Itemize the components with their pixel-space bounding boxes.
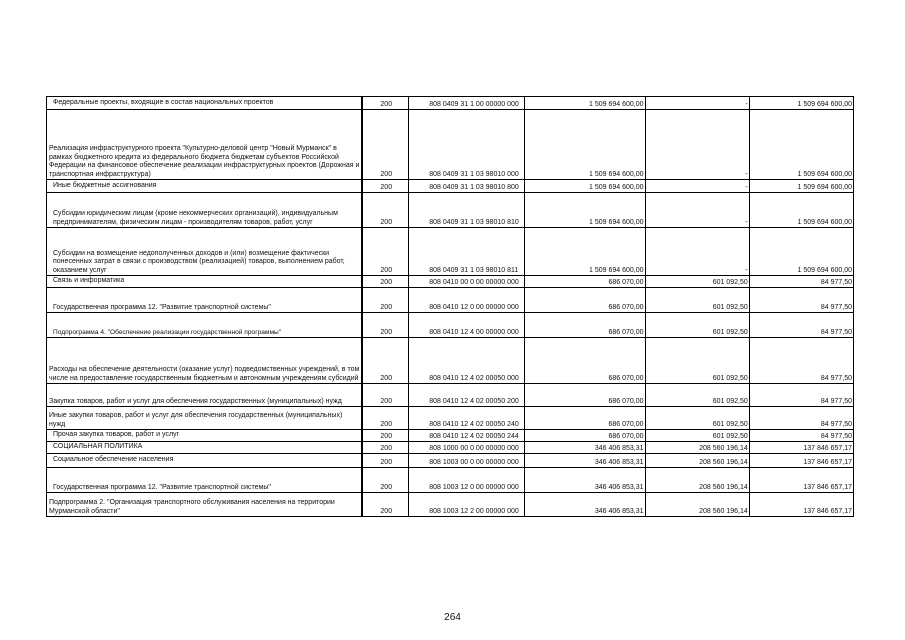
table-row [47,180,854,193]
row-vr: 200 [362,338,408,384]
row-executed: - [645,180,749,193]
row-name: СОЦИАЛЬНАЯ ПОЛИТИКА [47,442,363,454]
row-planned: 686 070,00 [524,384,645,407]
row-executed: 208 560 196,14 [645,454,749,468]
row-executed: - [645,193,749,228]
table-row [47,228,854,276]
row-executed: 601 092,50 [645,313,749,338]
row-remaining: 84 977,50 [749,313,853,338]
row-budget-code: 808 0410 12 0 00 00000 000 [409,288,525,313]
table-row [47,288,854,313]
row-budget-code: 808 0410 12 4 02 00050 240 [409,407,525,430]
row-planned: 686 070,00 [524,407,645,430]
row-budget-code: 808 1003 12 0 00 00000 000 [409,468,525,493]
row-executed: 601 092,50 [645,407,749,430]
table-row [47,493,854,517]
row-executed: 601 092,50 [645,276,749,288]
table-row [47,384,854,407]
row-vr: 200 [362,276,408,288]
row-name: Субсидии юридическим лицам (кроме некоммерческих организаций), индивидуальным предпринимателям, физическим лицам - производителям товаров, работ, услуг [47,193,363,228]
row-vr: 200 [362,193,408,228]
row-budget-code: 808 0409 31 1 00 00000 000 [409,97,525,110]
table-row [47,468,854,493]
row-planned: 686 070,00 [524,338,645,384]
row-budget-code: 808 0410 00 0 00 00000 000 [409,276,525,288]
row-planned: 1 509 694 600,00 [524,110,645,180]
row-remaining: 1 509 694 600,00 [749,180,853,193]
row-executed: - [645,228,749,276]
row-planned: 686 070,00 [524,313,645,338]
row-budget-code: 808 1000 00 0 00 00000 000 [409,442,525,454]
row-name: Связь и информатика [47,276,363,288]
row-executed: 601 092,50 [645,338,749,384]
row-remaining: 84 977,50 [749,276,853,288]
row-executed: 601 092,50 [645,430,749,442]
row-planned: 1 509 694 600,00 [524,193,645,228]
row-planned: 686 070,00 [524,430,645,442]
row-remaining: 1 509 694 600,00 [749,97,853,110]
row-remaining: 1 509 694 600,00 [749,193,853,228]
row-remaining: 137 846 657,17 [749,493,853,517]
row-remaining: 137 846 657,17 [749,454,853,468]
row-name: Социальное обеспечение населения [47,454,363,468]
table-row [47,276,854,288]
row-budget-code: 808 0409 31 1 03 98010 000 [409,110,525,180]
row-vr: 200 [362,228,408,276]
table-row [47,407,854,430]
row-planned: 686 070,00 [524,288,645,313]
row-name: Государственная программа 12. "Развитие транспортной системы" [47,468,363,493]
row-vr: 200 [362,384,408,407]
page-number: 264 [444,612,461,623]
row-remaining: 1 509 694 600,00 [749,110,853,180]
row-executed: - [645,97,749,110]
row-vr: 200 [362,493,408,517]
row-name: Федеральные проекты, входящие в состав национальных проектов [47,97,363,110]
row-executed: 601 092,50 [645,384,749,407]
row-remaining: 84 977,50 [749,338,853,384]
row-executed: - [645,110,749,180]
row-name: Иные бюджетные ассигнования [47,180,363,193]
row-planned: 346 406 853,31 [524,442,645,454]
row-remaining: 84 977,50 [749,384,853,407]
row-remaining: 1 509 694 600,00 [749,228,853,276]
row-planned: 346 406 853,31 [524,454,645,468]
row-name: Прочая закупка товаров, работ и услуг [47,430,363,442]
row-budget-code: 808 1003 00 0 00 00000 000 [409,454,525,468]
row-budget-code: 808 0410 12 4 02 00050 200 [409,384,525,407]
row-name: Субсидии на возмещение недополученных доходов и (или) возмещение фактически понесенных затрат в связи с производством (реализацией) товаров, выполнением работ, оказанием услуг [47,228,363,276]
row-budget-code: 808 0409 31 1 03 98010 800 [409,180,525,193]
row-executed: 208 560 196,14 [645,442,749,454]
row-vr: 200 [362,180,408,193]
row-budget-code: 808 1003 12 2 00 00000 000 [409,493,525,517]
row-budget-code: 808 0410 12 4 00 00000 000 [409,313,525,338]
table-row [47,442,854,454]
row-name: Реализация инфраструктурного проекта "Культурно-деловой центр "Новый Мурманск" в рамках бюджетного кредита из федерального бюджета бюджетам субъектов Российской Федерации на финансовое обеспечение реализации инфраструктурных проектов (Дорожная и транспортная инфраструктура) [47,110,363,180]
table-row [47,193,854,228]
row-name: Закупка товаров, работ и услуг для обеспечения государственных (муниципальных) нужд [47,384,363,407]
row-planned: 1 509 694 600,00 [524,97,645,110]
row-remaining: 84 977,50 [749,430,853,442]
row-planned: 1 509 694 600,00 [524,228,645,276]
row-remaining: 84 977,50 [749,407,853,430]
table-row [47,110,854,180]
table-row [47,454,854,468]
table-row [47,338,854,384]
row-planned: 1 509 694 600,00 [524,180,645,193]
row-vr: 200 [362,407,408,430]
row-executed: 208 560 196,14 [645,493,749,517]
row-planned: 346 406 853,31 [524,468,645,493]
row-name: Подпрограмма 4. "Обеспечение реализации государственной программы" [47,313,363,338]
row-remaining: 137 846 657,17 [749,468,853,493]
row-remaining: 84 977,50 [749,288,853,313]
row-budget-code: 808 0410 12 4 02 00050 000 [409,338,525,384]
row-name: Расходы на обеспечение деятельности (оказание услуг) подведомственных учреждений, в том числе на предоставление государственным бюджетным и автономным учреждениям субсидий [47,338,363,384]
row-executed: 601 092,50 [645,288,749,313]
table-row [47,97,854,110]
row-vr: 200 [362,97,408,110]
row-vr: 200 [362,454,408,468]
row-budget-code: 808 0410 12 4 02 00050 244 [409,430,525,442]
row-planned: 686 070,00 [524,276,645,288]
row-name: Иные закупки товаров, работ и услуг для обеспечения государственных (муниципальных) нужд [47,407,363,430]
row-name: Государственная программа 12. "Развитие транспортной системы" [47,288,363,313]
row-vr: 200 [362,442,408,454]
row-planned: 346 406 853,31 [524,493,645,517]
row-name: Подпрограмма 2. "Организация транспортного обслуживания населения на территории Мурманской области" [47,493,363,517]
row-vr: 200 [362,288,408,313]
row-budget-code: 808 0409 31 1 03 98010 810 [409,193,525,228]
row-budget-code: 808 0409 31 1 03 98010 811 [409,228,525,276]
row-executed: 208 560 196,14 [645,468,749,493]
table-row [47,430,854,442]
budget-table [46,96,854,517]
row-vr: 200 [362,468,408,493]
row-vr: 200 [362,313,408,338]
row-remaining: 137 846 657,17 [749,442,853,454]
row-vr: 200 [362,430,408,442]
table-row [47,313,854,338]
row-vr: 200 [362,110,408,180]
